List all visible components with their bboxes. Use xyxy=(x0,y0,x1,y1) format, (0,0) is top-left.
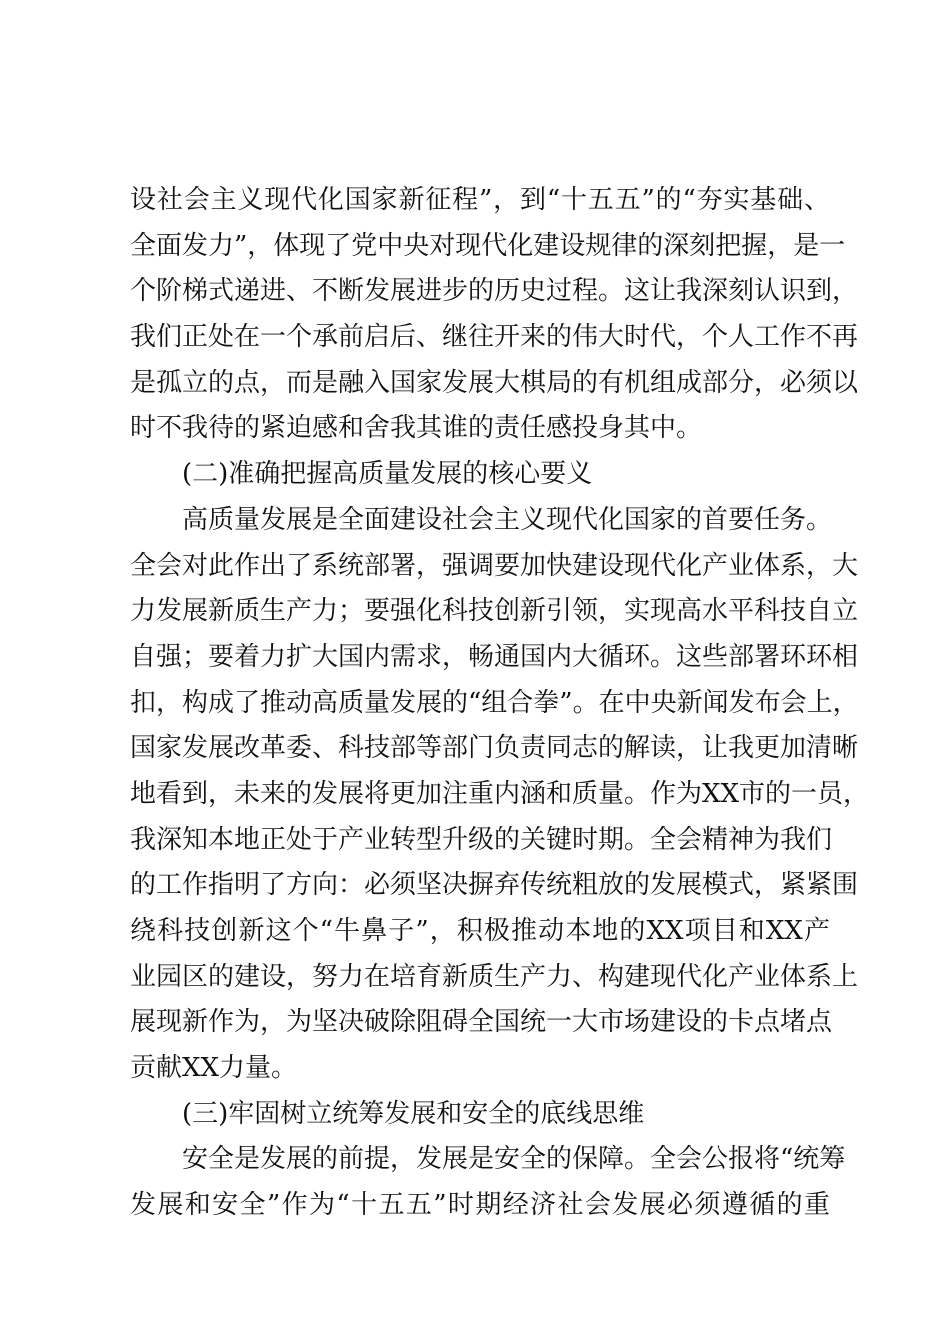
text-line: 高质量发展是全面建设社会主义现代化国家的首要任务。 xyxy=(182,504,833,535)
text-line: 国家发展改革委、科技部等部门负责同志的解读，让我更加清晰 xyxy=(130,733,859,764)
document-body xyxy=(130,178,870,1229)
text-line: 是孤立的点，而是融入国家发展大棋局的有机组成部分，必须以 xyxy=(130,367,859,398)
text-line: 展现新作为，为坚决破除阻碍全国统一大市场建设的卡点堵点 xyxy=(130,1007,833,1038)
text-line: 贡献XX力量。 xyxy=(130,1053,298,1084)
text-line: 地看到，未来的发展将更加注重内涵和质量。作为XX市的一员， xyxy=(130,778,870,809)
text-line: 全会对此作出了系统部署，强调要加快建设现代化产业体系，大 xyxy=(130,550,859,581)
text-line: 全面发力”，体现了党中央对现代化建设规律的深刻把握，是一 xyxy=(130,230,846,261)
text-line: 力发展新质生产力；要强化科技创新引领，实现高水平科技自立 xyxy=(130,596,859,627)
section-heading: (三)牢固树立统筹发展和安全的底线思维 xyxy=(182,1098,645,1129)
text-line: 设社会主义现代化国家新征程”，到“十五五”的“夯实基础、 xyxy=(130,185,830,215)
text-line: 业园区的建设，努力在培育新质生产力、构建现代化产业体系上 xyxy=(130,961,859,992)
text-line: 时不我待的紧迫感和舍我其谁的责任感投身其中。 xyxy=(130,413,703,444)
text-line: 个阶梯式递进、不断发展进步的历史过程。这让我深刻认识到， xyxy=(130,276,859,307)
section-heading: (二)准确把握高质量发展的核心要义 xyxy=(182,459,593,490)
text-line: 发展和安全”作为“十五五”时期经济社会发展必须遵循的重 xyxy=(130,1190,830,1221)
text-line: 绕科技创新这个“牛鼻子”，积极推动本地的XX项目和XX产 xyxy=(130,916,830,946)
text-line: 我们正处在一个承前启后、继往开来的伟大时代，个人工作不再 xyxy=(130,322,859,353)
text-line: 我深知本地正处于产业转型升级的关键时期。全会精神为我们 xyxy=(130,824,833,855)
text-line: 安全是发展的前提，发展是安全的保障。全会公报将“统筹 xyxy=(182,1144,846,1175)
text-line: 自强；要着力扩大国内需求，畅通国内大循环。这些部署环环相 xyxy=(130,641,859,672)
text-line: 扣，构成了推动高质量发展的“组合拳”。在中央新闻发布会上， xyxy=(130,687,859,718)
text-line: 的工作指明了方向：必须坚决摒弃传统粗放的发展模式，紧紧围 xyxy=(130,870,859,901)
